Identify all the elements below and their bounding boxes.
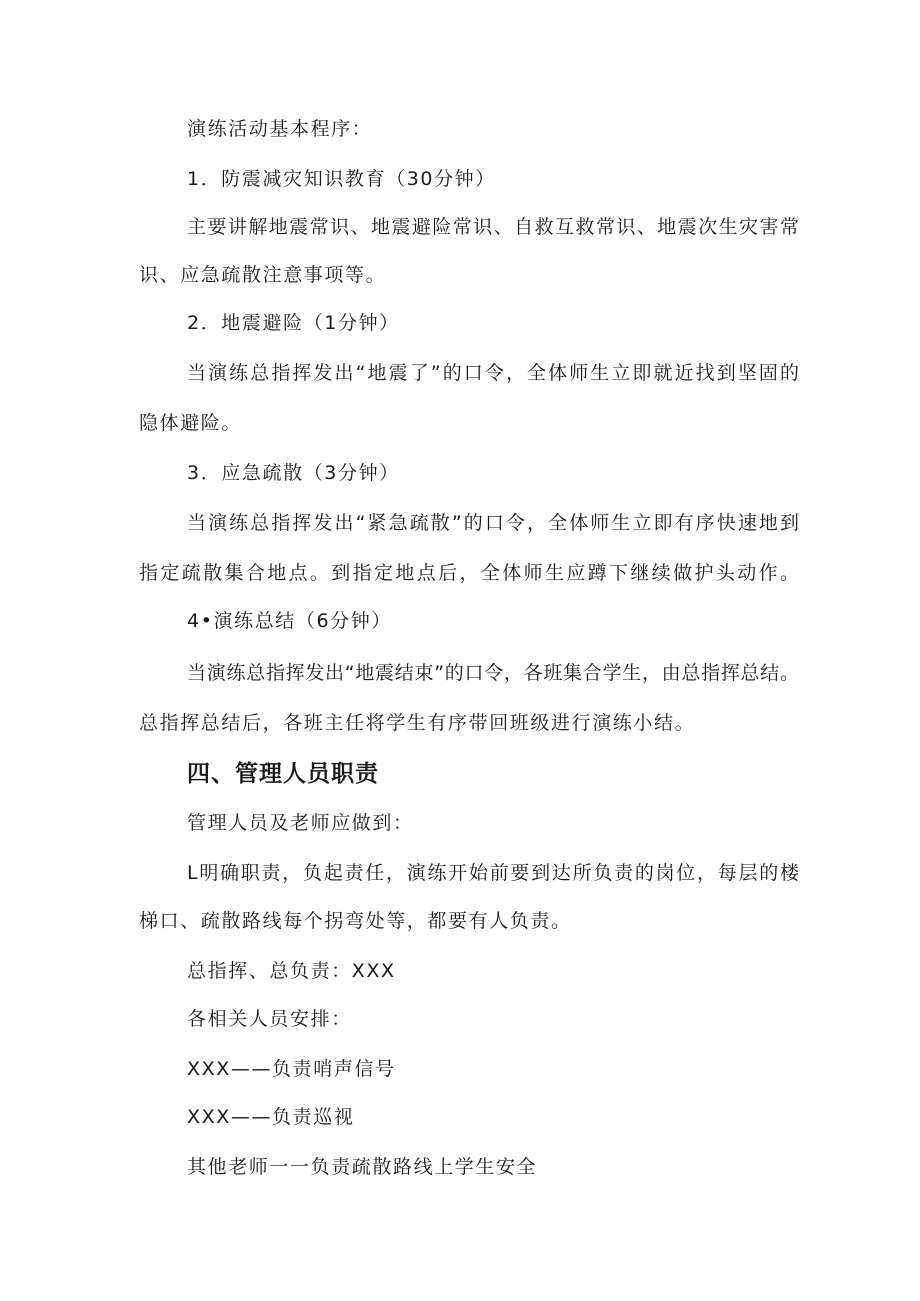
commander-line: 总指挥、总负责：XXX (187, 960, 396, 982)
item-3-title: 3．应急疏散（3分钟） (187, 462, 400, 484)
item-3-text-line-1: 当演练总指挥发出“紧急疏散”的口令，全体师生立即有序快速地到 (187, 512, 799, 534)
staff-item-whistle: XXX——负责哨声信号 (187, 1058, 396, 1080)
item-4-text-line-1: 当演练总指挥发出“地震结束”的口令，各班集合学生，由总指挥总结。 (187, 662, 799, 684)
item-1-title: 1．防震减灾知识教育（30分钟） (187, 168, 496, 190)
staff-arrangement-title: 各相关人员安排： (187, 1008, 352, 1030)
item-4-title: 4•演练总结（6分钟） (187, 610, 392, 632)
staff-item-other-teachers: 其他老师一一负责疏散路线上学生安全 (187, 1156, 538, 1178)
item-2-text-line-2: 隐体避险。 (139, 412, 243, 434)
staff-item-patrol: XXX——负责巡视 (187, 1106, 355, 1128)
item-3-text-line-2: 指定疏散集合地点。到指定地点后，全体师生应蹲下继续做护头动作。 (139, 562, 799, 584)
paragraph-procedure-intro: 演练活动基本程序： (187, 118, 373, 140)
item-1-text-line-1: 主要讲解地震常识、地震避险常识、自救互救常识、地震次生灾害常 (187, 216, 799, 238)
section-heading: 四、管理人员职责 (187, 761, 379, 787)
duty-text-line-2: 梯口、疏散路线每个拐弯处等，都要有人负责。 (139, 910, 572, 932)
duty-text-line-1: L明确职责，负起责任，演练开始前要到达所负责的岗位，每层的楼 (187, 862, 799, 884)
item-2-text-line-1: 当演练总指挥发出“地震了”的口令，全体师生立即就近找到坚固的 (187, 362, 799, 384)
item-4-text-line-2: 总指挥总结后，各班主任将学生有序带回班级进行演练小结。 (139, 712, 696, 734)
item-2-title: 2．地震避险（1分钟） (187, 312, 400, 334)
paragraph-duties-intro: 管理人员及老师应做到： (187, 812, 414, 834)
item-1-text-line-2: 识、应急疏散注意事项等。 (139, 264, 387, 286)
